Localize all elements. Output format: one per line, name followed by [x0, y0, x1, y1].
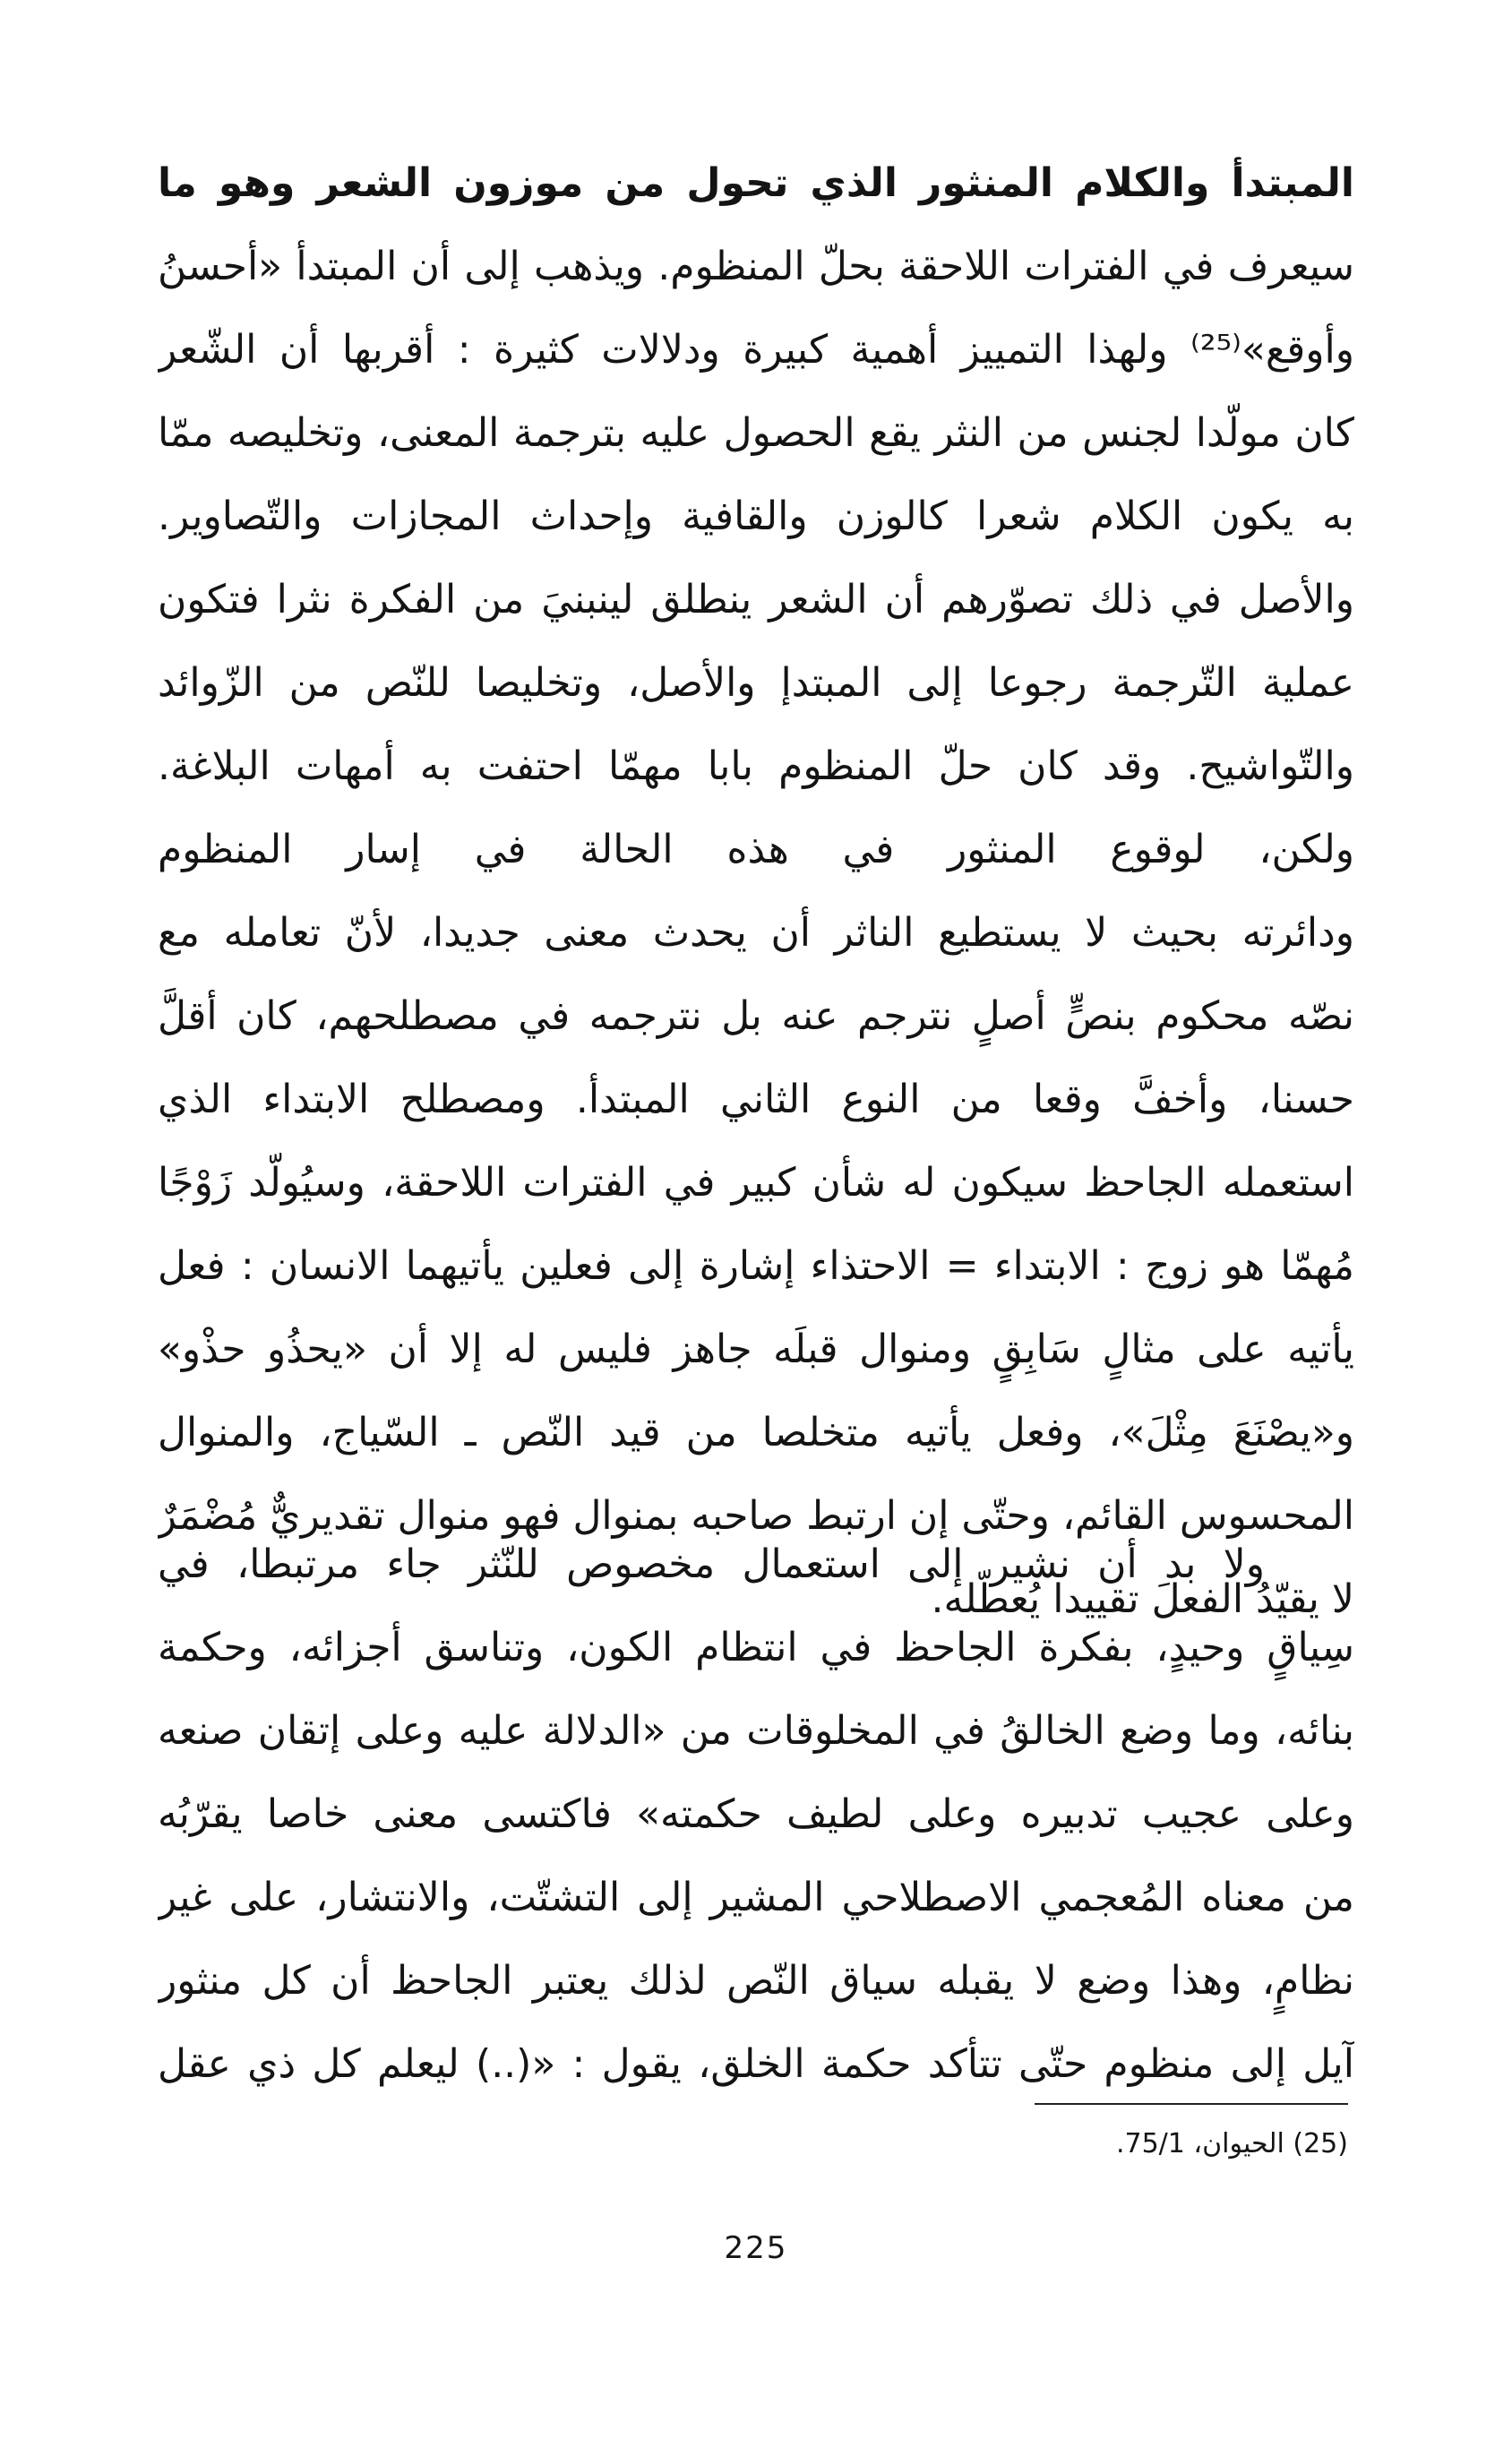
footnote-divider: [1035, 2103, 1348, 2105]
text-line: نظامٍ، وهذا وضع لا يقبله سياق النّص لذلك يعتبر الجاحظ أن كل منثور: [158, 1958, 1354, 2004]
text-line: المبتدأ والكلام المنثور الذي تحول من موزون الشعر وهو ما: [158, 160, 1354, 206]
text-line: حسنا، وأخفَّ وقعا من النوع الثاني المبتدأ. ومصطلح الابتداء الذي: [158, 1077, 1354, 1122]
text-line: عملية التّرجمة رجوعا إلى المبتدإ والأصل، وتخليصا للنّص من الزّوائد: [158, 660, 1354, 706]
text-line: يأتيه على مثالٍ سَابِقٍ ومنوال قبلَه جاهز فليس له إلا أن «يحذُو حذْو»: [158, 1326, 1354, 1372]
text-line: وعلى عجيب تدبيره وعلى لطيف حكمته» فاكتسى معنى خاصا يقرّبُه: [158, 1791, 1354, 1837]
paragraph-1: [158, 142, 1354, 1641]
text-line: والتّواشيح. وقد كان حلّ المنظوم بابا مهمّا احتفت به أمهات البلاغة.: [158, 743, 1354, 789]
text-line: لا يقيّدُ الفعلَ تقييدا يُعطّله.: [931, 1576, 1354, 1622]
text-line: ولا بد أن نشير إلى استعمال مخصوص للنّثر جاء مرتبطا، في: [158, 1541, 1265, 1587]
text-line: وأوقع»⁽²⁵⁾ ولهذا التمييز أهمية كبيرة ودلالات كثيرة : أقربها أن الشّعر: [158, 327, 1354, 373]
paragraph-2: [158, 1523, 1354, 2106]
text-line: والأصل في ذلك تصوّرهم أن الشعر ينطلق لينبنيَ من الفكرة نثرا فتكون: [158, 577, 1354, 622]
text-line: و«يصْنَعَ مِثْلَ»، وفعل يأتيه متخلصا من قيد النّص ـ السّياج، والمنوال: [158, 1410, 1354, 1455]
footnote: (25) الحيوان، 75/1.: [1115, 2128, 1348, 2159]
text-line: استعمله الجاحظ سيكون له شأن كبير في الفترات اللاحقة، وسيُولّد زَوْجًا: [158, 1160, 1354, 1206]
page-number: 225: [724, 2230, 788, 2266]
text-line: سيعرف في الفترات اللاحقة بحلّ المنظوم. ويذهب إلى أن المبتدأ «أحسنُ: [158, 244, 1354, 289]
text-line: ودائرته بحيث لا يستطيع الناثر أن يحدث معنى جديدا، لأنّ تعامله مع: [158, 910, 1354, 956]
text-line: نصّه محكوم بنصٍّ أصلٍ نترجم عنه بل نترجمه في مصطلحهم، كان أقلَّ: [158, 993, 1354, 1039]
text-line: كان مولّدا لجنس من النثر يقع الحصول عليه بترجمة المعنى، وتخليصه ممّا: [158, 410, 1354, 456]
text-line: به يكون الكلام شعرا كالوزن والقافية وإحداث المجازات والتّصاوير.: [158, 494, 1354, 539]
text-line: المحسوس القائم، وحتّى إن ارتبط صاحبه بمنوال فهو منوال تقديريٌّ مُضْمَرٌ: [158, 1493, 1354, 1539]
text-line: مُهمّا هو زوج : الابتداء = الاحتذاء إشارة إلى فعلين يأتيهما الانسان : فعل: [158, 1243, 1354, 1289]
text-line: سِياقٍ وحيدٍ، بفكرة الجاحظ في انتظام الكون، وتناسق أجزائه، وحكمة: [158, 1625, 1354, 1670]
text-line: آيل إلى منظوم حتّى تتأكد حكمة الخلق، يقول : «(..) ليعلم كل ذي عقل: [158, 2041, 1354, 2087]
text-line: ولكن، لوقوع المنثور في هذه الحالة في إسار المنظوم: [158, 827, 1354, 872]
text-line: من معناه المُعجمي الاصطلاحي المشير إلى التشتّت، والانتشار، على غير: [158, 1875, 1354, 1920]
text-line: بنائه، وما وضع الخالقُ في المخلوقات من «الدلالة عليه وعلى إتقان صنعه: [158, 1708, 1354, 1754]
